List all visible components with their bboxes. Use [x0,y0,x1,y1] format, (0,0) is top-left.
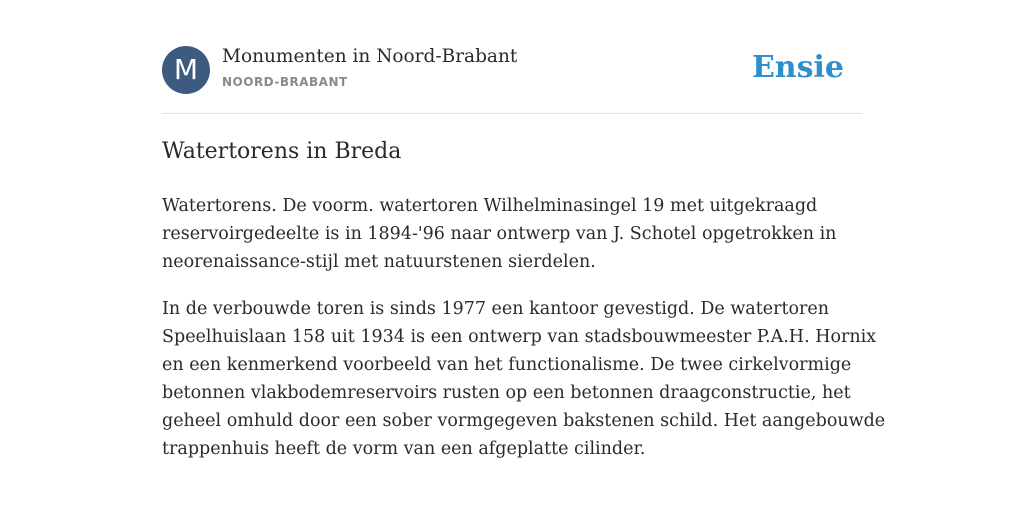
source-avatar[interactable]: M [162,46,210,94]
paragraph-line: neorenaissance-stijl met natuurstenen sierdelen. [162,252,596,272]
brand-logo[interactable]: Ensie [751,50,844,85]
paragraph-line: en een kenmerkend voorbeeld van het functionalisme. De twee cirkelvormige [162,355,852,375]
paragraph-line: geheel omhuld door een sober vormgegeven bakstenen schild. Het aangebouwde [162,411,886,431]
paragraph-line: Watertorens. De voorm. watertoren Wilhelminasingel 19 met uitgekraagd [162,196,818,216]
article-title: Watertorens in Breda [162,139,402,164]
paragraph-line: In de verbouwde toren is sinds 1977 een kantoor gevestigd. De watertoren [162,299,830,319]
paragraph-line: betonnen vlakbodemreservoirs rusten op een betonnen draagconstructie, het [162,383,851,403]
divider [162,113,862,114]
source-subtitle[interactable]: NOORD-BRABANT [222,75,348,89]
article-header [162,46,862,96]
paragraph-2 [162,295,886,463]
paragraph-1 [162,192,862,276]
source-title[interactable]: Monumenten in Noord-Brabant [222,46,518,67]
paragraph-line: reservoirgedeelte is in 1894-'96 naar ontwerp van J. Schotel opgetrokken in [162,224,837,244]
paragraph-line: Speelhuislaan 158 uit 1934 is een ontwerp van stadsbouwmeester P.A.H. Hornix [162,327,877,347]
article-body [162,192,886,482]
paragraph-line: trappenhuis heeft de vorm van een afgeplatte cilinder. [162,439,646,459]
